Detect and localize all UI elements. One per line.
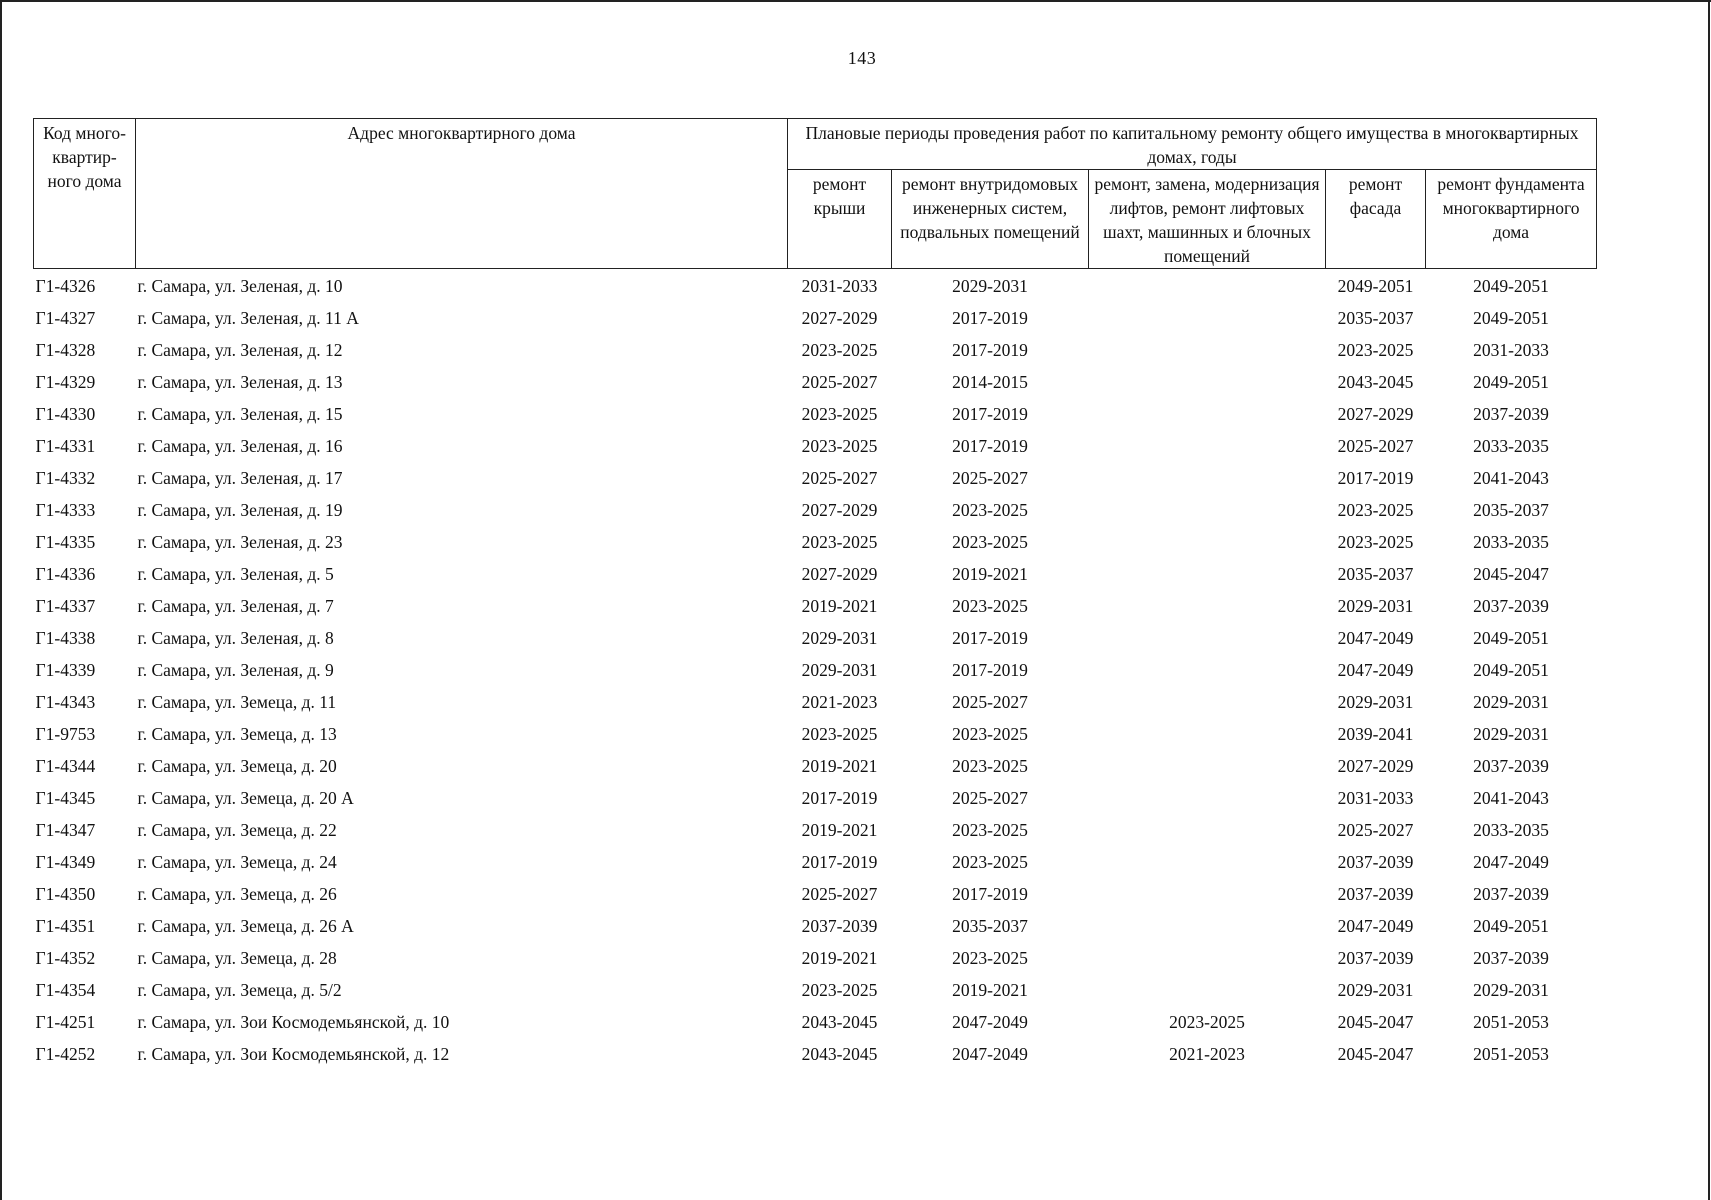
cell-facade: 2035-2037 xyxy=(1337,563,1414,584)
header-roof: ремонт крыши xyxy=(788,170,892,269)
cell-code: Г1-4328 xyxy=(35,339,96,360)
cell-lifts: 2021-2023 xyxy=(1169,1043,1245,1064)
cell-address: г. Самара, ул. Земеца, д. 5/2 xyxy=(137,979,342,1000)
cell-lifts xyxy=(1089,942,1326,974)
header-lifts: ремонт, замена, модернизация лифтов, ремонт лифтовых шахт, машинных и блочных помещений xyxy=(1089,170,1326,269)
cell-facade: 2031-2033 xyxy=(1337,787,1414,808)
cell-roof: 2019-2021 xyxy=(801,595,878,616)
cell-roof: 2029-2031 xyxy=(801,659,878,680)
cell-address: г. Самара, ул. Земеца, д. 13 xyxy=(137,723,337,744)
cell-facade: 2035-2037 xyxy=(1337,307,1414,328)
cell-foundation: 2041-2043 xyxy=(1473,787,1549,808)
cell-lifts xyxy=(1089,462,1326,494)
cell-engineering: 2023-2025 xyxy=(952,499,1028,520)
cell-code: Г1-4332 xyxy=(35,467,96,488)
cell-facade: 2029-2031 xyxy=(1337,691,1414,712)
cell-address: г. Самара, ул. Зеленая, д. 23 xyxy=(137,531,343,552)
cell-address: г. Самара, ул. Зои Космодемьянской, д. 10 xyxy=(137,1011,450,1032)
cell-lifts xyxy=(1089,750,1326,782)
cell-roof: 2043-2045 xyxy=(801,1011,878,1032)
cell-lifts xyxy=(1089,654,1326,686)
cell-roof: 2031-2033 xyxy=(801,275,878,296)
cell-code: Г1-4338 xyxy=(35,627,96,648)
cell-roof: 2019-2021 xyxy=(801,819,878,840)
cell-foundation: 2029-2031 xyxy=(1473,723,1549,744)
cell-facade: 2049-2051 xyxy=(1337,275,1414,296)
cell-address: г. Самара, ул. Зеленая, д. 7 xyxy=(137,595,334,616)
cell-facade: 2047-2049 xyxy=(1337,659,1414,680)
table-row xyxy=(34,430,1597,462)
cell-code: Г1-4330 xyxy=(35,403,96,424)
cell-roof: 2027-2029 xyxy=(801,307,878,328)
cell-engineering: 2019-2021 xyxy=(952,979,1028,1000)
table-row xyxy=(34,1006,1597,1038)
cell-facade: 2023-2025 xyxy=(1337,339,1414,360)
cell-engineering: 2017-2019 xyxy=(952,659,1028,680)
cell-foundation: 2049-2051 xyxy=(1473,275,1549,296)
header-foundation: ремонт фундамента многоквартирного дома xyxy=(1426,170,1597,269)
cell-roof: 2023-2025 xyxy=(801,435,878,456)
cell-foundation: 2033-2035 xyxy=(1473,531,1549,552)
cell-code: Г1-4339 xyxy=(35,659,96,680)
cell-address: г. Самара, ул. Зеленая, д. 12 xyxy=(137,339,343,360)
cell-facade: 2037-2039 xyxy=(1337,947,1414,968)
cell-facade: 2039-2041 xyxy=(1337,723,1414,744)
cell-address: г. Самара, ул. Зеленая, д. 10 xyxy=(137,275,343,296)
table-row xyxy=(34,590,1597,622)
cell-foundation: 2037-2039 xyxy=(1473,755,1549,776)
table-row xyxy=(34,334,1597,366)
cell-lifts xyxy=(1089,686,1326,718)
cell-code: Г1-4347 xyxy=(35,819,96,840)
cell-address: г. Самара, ул. Земеца, д. 20 А xyxy=(137,787,354,808)
cell-code: Г1-4350 xyxy=(35,883,96,904)
table-row xyxy=(34,878,1597,910)
cell-roof: 2023-2025 xyxy=(801,531,878,552)
cell-lifts xyxy=(1089,878,1326,910)
cell-address: г. Самара, ул. Зеленая, д. 13 xyxy=(137,371,343,392)
table-row xyxy=(34,398,1597,430)
cell-address: г. Самара, ул. Зеленая, д. 16 xyxy=(137,435,343,456)
header-facade: ремонт фасада xyxy=(1326,170,1426,269)
cell-facade: 2029-2031 xyxy=(1337,595,1414,616)
cell-code: Г1-4351 xyxy=(35,915,96,936)
cell-address: г. Самара, ул. Земеца, д. 26 А xyxy=(137,915,354,936)
cell-engineering: 2025-2027 xyxy=(952,787,1028,808)
cell-foundation: 2035-2037 xyxy=(1473,499,1549,520)
cell-lifts xyxy=(1089,269,1326,303)
cell-lifts xyxy=(1089,718,1326,750)
cell-foundation: 2051-2053 xyxy=(1473,1043,1549,1064)
cell-engineering: 2029-2031 xyxy=(952,275,1028,296)
cell-facade: 2037-2039 xyxy=(1337,851,1414,872)
cell-engineering: 2023-2025 xyxy=(952,819,1028,840)
cell-foundation: 2051-2053 xyxy=(1473,1011,1549,1032)
page-border-right xyxy=(1708,0,1710,1200)
cell-engineering: 2017-2019 xyxy=(952,435,1028,456)
cell-foundation: 2047-2049 xyxy=(1473,851,1549,872)
table-row xyxy=(34,622,1597,654)
cell-foundation: 2049-2051 xyxy=(1473,627,1549,648)
cell-facade: 2029-2031 xyxy=(1337,979,1414,1000)
cell-address: г. Самара, ул. Зеленая, д. 9 xyxy=(137,659,334,680)
table-row xyxy=(34,814,1597,846)
cell-code: Г1-4349 xyxy=(35,851,96,872)
cell-lifts xyxy=(1089,622,1326,654)
table-row xyxy=(34,782,1597,814)
table-row xyxy=(34,269,1597,303)
table-row xyxy=(34,686,1597,718)
cell-engineering: 2035-2037 xyxy=(952,915,1028,936)
header-engineering: ремонт внутридомовых инженерных систем, подвальных помещений xyxy=(892,170,1089,269)
cell-engineering: 2014-2015 xyxy=(952,371,1028,392)
cell-roof: 2023-2025 xyxy=(801,979,878,1000)
cell-foundation: 2049-2051 xyxy=(1473,659,1549,680)
page-border-left xyxy=(0,0,2,1200)
cell-foundation: 2037-2039 xyxy=(1473,947,1549,968)
cell-code: Г1-4354 xyxy=(35,979,96,1000)
cell-facade: 2017-2019 xyxy=(1337,467,1414,488)
cell-foundation: 2049-2051 xyxy=(1473,371,1549,392)
cell-roof: 2025-2027 xyxy=(801,883,878,904)
header-periods-group: Плановые периоды проведения работ по капитальному ремонту общего имущества в многоквартирных домах, годы xyxy=(788,119,1597,170)
cell-lifts xyxy=(1089,302,1326,334)
header-code: Код много-квартир-ного дома xyxy=(34,119,136,269)
cell-code: Г1-4326 xyxy=(35,275,96,296)
table-row xyxy=(34,302,1597,334)
cell-roof: 2027-2029 xyxy=(801,499,878,520)
cell-code: Г1-4331 xyxy=(35,435,96,456)
cell-roof: 2017-2019 xyxy=(801,787,878,808)
cell-foundation: 2033-2035 xyxy=(1473,435,1549,456)
table-row xyxy=(34,942,1597,974)
table-row xyxy=(34,462,1597,494)
cell-roof: 2019-2021 xyxy=(801,755,878,776)
cell-foundation: 2029-2031 xyxy=(1473,979,1549,1000)
cell-code: Г1-4327 xyxy=(35,307,96,328)
cell-code: Г1-4329 xyxy=(35,371,96,392)
cell-roof: 2027-2029 xyxy=(801,563,878,584)
cell-roof: 2043-2045 xyxy=(801,1043,878,1064)
cell-address: г. Самара, ул. Земеца, д. 24 xyxy=(137,851,337,872)
cell-code: Г1-4345 xyxy=(35,787,96,808)
cell-facade: 2045-2047 xyxy=(1337,1043,1414,1064)
cell-address: г. Самара, ул. Земеца, д. 11 xyxy=(137,691,337,712)
cell-roof: 2023-2025 xyxy=(801,403,878,424)
cell-facade: 2023-2025 xyxy=(1337,531,1414,552)
cell-address: г. Самара, ул. Зеленая, д. 17 xyxy=(137,467,343,488)
cell-facade: 2023-2025 xyxy=(1337,499,1414,520)
cell-engineering: 2023-2025 xyxy=(952,851,1028,872)
cell-roof: 2017-2019 xyxy=(801,851,878,872)
cell-engineering: 2047-2049 xyxy=(952,1011,1028,1032)
cell-lifts xyxy=(1089,526,1326,558)
cell-address: г. Самара, ул. Зеленая, д. 5 xyxy=(137,563,334,584)
table-row xyxy=(34,366,1597,398)
cell-engineering: 2025-2027 xyxy=(952,467,1028,488)
cell-engineering: 2019-2021 xyxy=(952,563,1028,584)
cell-lifts: 2023-2025 xyxy=(1169,1011,1245,1032)
cell-engineering: 2017-2019 xyxy=(952,307,1028,328)
cell-facade: 2043-2045 xyxy=(1337,371,1414,392)
table-row xyxy=(34,654,1597,686)
cell-lifts xyxy=(1089,494,1326,526)
cell-facade: 2045-2047 xyxy=(1337,1011,1414,1032)
cell-lifts xyxy=(1089,846,1326,878)
cell-roof: 2029-2031 xyxy=(801,627,878,648)
table-row xyxy=(34,526,1597,558)
cell-engineering: 2017-2019 xyxy=(952,627,1028,648)
cell-foundation: 2037-2039 xyxy=(1473,403,1549,424)
cell-engineering: 2023-2025 xyxy=(952,595,1028,616)
cell-engineering: 2017-2019 xyxy=(952,403,1028,424)
cell-code: Г1-4335 xyxy=(35,531,96,552)
cell-engineering: 2025-2027 xyxy=(952,691,1028,712)
header-address: Адрес многоквартирного дома xyxy=(136,119,788,269)
cell-facade: 2027-2029 xyxy=(1337,403,1414,424)
cell-foundation: 2033-2035 xyxy=(1473,819,1549,840)
cell-lifts xyxy=(1089,334,1326,366)
cell-foundation: 2037-2039 xyxy=(1473,883,1549,904)
table-row xyxy=(34,750,1597,782)
cell-lifts xyxy=(1089,366,1326,398)
cell-engineering: 2017-2019 xyxy=(952,339,1028,360)
cell-foundation: 2049-2051 xyxy=(1473,307,1549,328)
repair-schedule-table xyxy=(33,118,1597,1070)
cell-roof: 2021-2023 xyxy=(801,691,878,712)
cell-lifts xyxy=(1089,398,1326,430)
table-body xyxy=(34,269,1597,1071)
cell-address: г. Самара, ул. Зеленая, д. 19 xyxy=(137,499,343,520)
cell-engineering: 2023-2025 xyxy=(952,755,1028,776)
cell-facade: 2027-2029 xyxy=(1337,755,1414,776)
page-number: 143 xyxy=(847,48,877,68)
cell-address: г. Самара, ул. Зеленая, д. 15 xyxy=(137,403,343,424)
cell-facade: 2047-2049 xyxy=(1337,915,1414,936)
cell-facade: 2037-2039 xyxy=(1337,883,1414,904)
table-row xyxy=(34,558,1597,590)
table-row xyxy=(34,910,1597,942)
cell-lifts xyxy=(1089,910,1326,942)
cell-address: г. Самара, ул. Земеца, д. 26 xyxy=(137,883,337,904)
cell-engineering: 2047-2049 xyxy=(952,1043,1028,1064)
cell-address: г. Самара, ул. Земеца, д. 20 xyxy=(137,755,337,776)
cell-foundation: 2049-2051 xyxy=(1473,915,1549,936)
cell-foundation: 2037-2039 xyxy=(1473,595,1549,616)
cell-lifts xyxy=(1089,974,1326,1006)
cell-lifts xyxy=(1089,430,1326,462)
table-row xyxy=(34,718,1597,750)
table-header xyxy=(34,119,1597,269)
cell-address: г. Самара, ул. Зеленая, д. 8 xyxy=(137,627,334,648)
cell-foundation: 2045-2047 xyxy=(1473,563,1549,584)
table-row xyxy=(34,494,1597,526)
cell-engineering: 2023-2025 xyxy=(952,531,1028,552)
cell-roof: 2023-2025 xyxy=(801,723,878,744)
cell-foundation: 2031-2033 xyxy=(1473,339,1549,360)
cell-facade: 2047-2049 xyxy=(1337,627,1414,648)
cell-foundation: 2029-2031 xyxy=(1473,691,1549,712)
cell-engineering: 2023-2025 xyxy=(952,723,1028,744)
cell-lifts xyxy=(1089,814,1326,846)
cell-roof: 2025-2027 xyxy=(801,467,878,488)
cell-address: г. Самара, ул. Земеца, д. 22 xyxy=(137,819,337,840)
cell-roof: 2037-2039 xyxy=(801,915,878,936)
cell-lifts xyxy=(1089,558,1326,590)
cell-code: Г1-4343 xyxy=(35,691,96,712)
cell-facade: 2025-2027 xyxy=(1337,819,1414,840)
cell-code: Г1-4352 xyxy=(35,947,96,968)
cell-code: Г1-4336 xyxy=(35,563,96,584)
cell-code: Г1-4344 xyxy=(35,755,96,776)
cell-engineering: 2017-2019 xyxy=(952,883,1028,904)
cell-lifts xyxy=(1089,782,1326,814)
table-row xyxy=(34,1038,1597,1070)
cell-code: Г1-4337 xyxy=(35,595,96,616)
cell-code: Г1-4251 xyxy=(35,1011,96,1032)
cell-lifts xyxy=(1089,590,1326,622)
cell-address: г. Самара, ул. Земеца, д. 28 xyxy=(137,947,337,968)
cell-code: Г1-4252 xyxy=(35,1043,96,1064)
cell-foundation: 2041-2043 xyxy=(1473,467,1549,488)
table-row xyxy=(34,846,1597,878)
cell-address: г. Самара, ул. Зои Космодемьянской, д. 12 xyxy=(137,1043,450,1064)
cell-engineering: 2023-2025 xyxy=(952,947,1028,968)
cell-roof: 2025-2027 xyxy=(801,371,878,392)
cell-facade: 2025-2027 xyxy=(1337,435,1414,456)
cell-roof: 2019-2021 xyxy=(801,947,878,968)
cell-code: Г1-4333 xyxy=(35,499,96,520)
cell-roof: 2023-2025 xyxy=(801,339,878,360)
cell-code: Г1-9753 xyxy=(35,723,96,744)
page-border-top xyxy=(0,0,1711,2)
cell-address: г. Самара, ул. Зеленая, д. 11 А xyxy=(137,307,359,328)
table-row xyxy=(34,974,1597,1006)
